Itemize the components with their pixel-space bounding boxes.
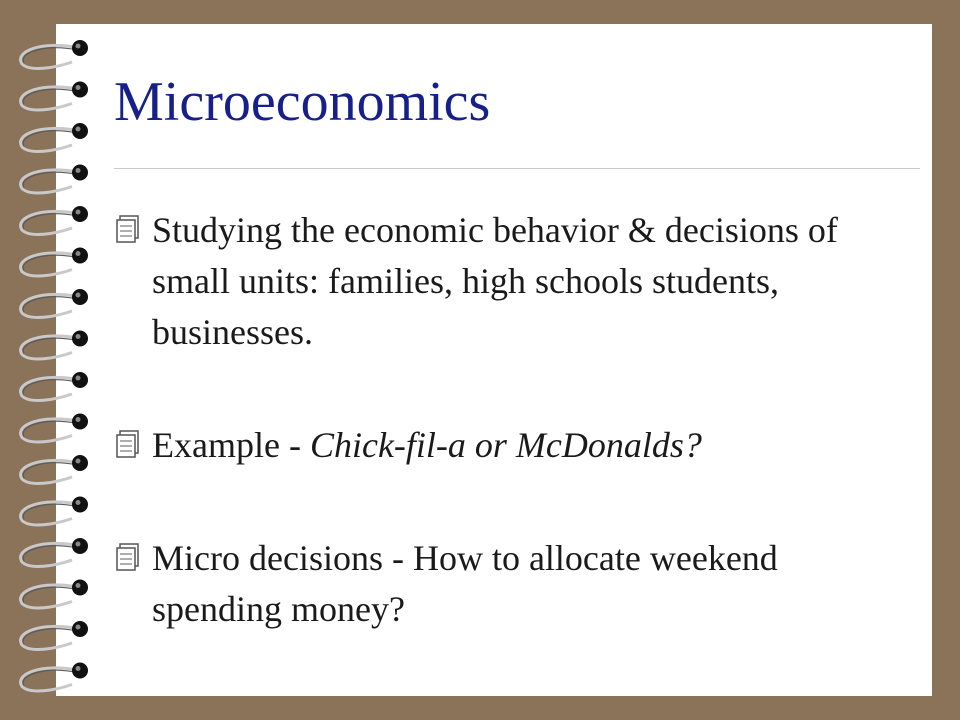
notepad-bullet-icon [114, 429, 144, 459]
spiral-hole-highlight [76, 293, 81, 298]
title-divider [114, 168, 920, 169]
spiral-hole-highlight [76, 583, 81, 588]
spiral-hole-highlight [76, 334, 81, 339]
spiral-hole-highlight [76, 666, 81, 671]
notepad-bullet-icon [114, 542, 144, 572]
bullet-emphasis-text: Chick-fil-a or McDonalds? [309, 425, 702, 465]
bullet-item [114, 205, 914, 358]
spiral-hole-highlight [76, 417, 81, 422]
bullet-text: Studying the economic behavior & decisions of small units: families, high schools students, businesses. [152, 210, 838, 352]
spiral-hole [72, 289, 88, 305]
spiral-hole-highlight [76, 625, 81, 630]
spiral-hole [72, 165, 88, 181]
spiral-hole-highlight [76, 251, 81, 256]
bullet-item [114, 533, 914, 635]
bullet-list [114, 205, 914, 635]
spiral-hole [72, 621, 88, 637]
spiral-hole [72, 580, 88, 596]
spiral-hole [72, 40, 88, 56]
bullet-text: Micro decisions - How to allocate weekend spending money? [152, 538, 778, 629]
spiral-hole [72, 455, 88, 471]
spiral-hole-highlight [76, 127, 81, 132]
spiral-hole [72, 663, 88, 679]
spiral-hole-highlight [76, 168, 81, 173]
spiral-hole-highlight [76, 376, 81, 381]
spiral-hole [72, 331, 88, 347]
spiral-hole [72, 82, 88, 98]
spiral-hole [72, 414, 88, 430]
notepad-bullet-icon [114, 214, 144, 244]
spiral-hole [72, 248, 88, 264]
spiral-hole-highlight [76, 500, 81, 505]
spiral-binding-icon [0, 0, 110, 720]
spiral-hole-highlight [76, 85, 81, 90]
spiral-hole [72, 538, 88, 554]
slide-title: Microeconomics [114, 71, 491, 133]
bullet-text: Example - [152, 425, 310, 465]
spiral-hole-highlight [76, 459, 81, 464]
bullet-item [114, 420, 914, 471]
spiral-hole-highlight [76, 210, 81, 215]
spiral-hole-highlight [76, 44, 81, 49]
spiral-hole-highlight [76, 542, 81, 547]
spiral-hole [72, 497, 88, 513]
spiral-hole [72, 372, 88, 388]
spiral-hole [72, 123, 88, 139]
spiral-hole [72, 206, 88, 222]
